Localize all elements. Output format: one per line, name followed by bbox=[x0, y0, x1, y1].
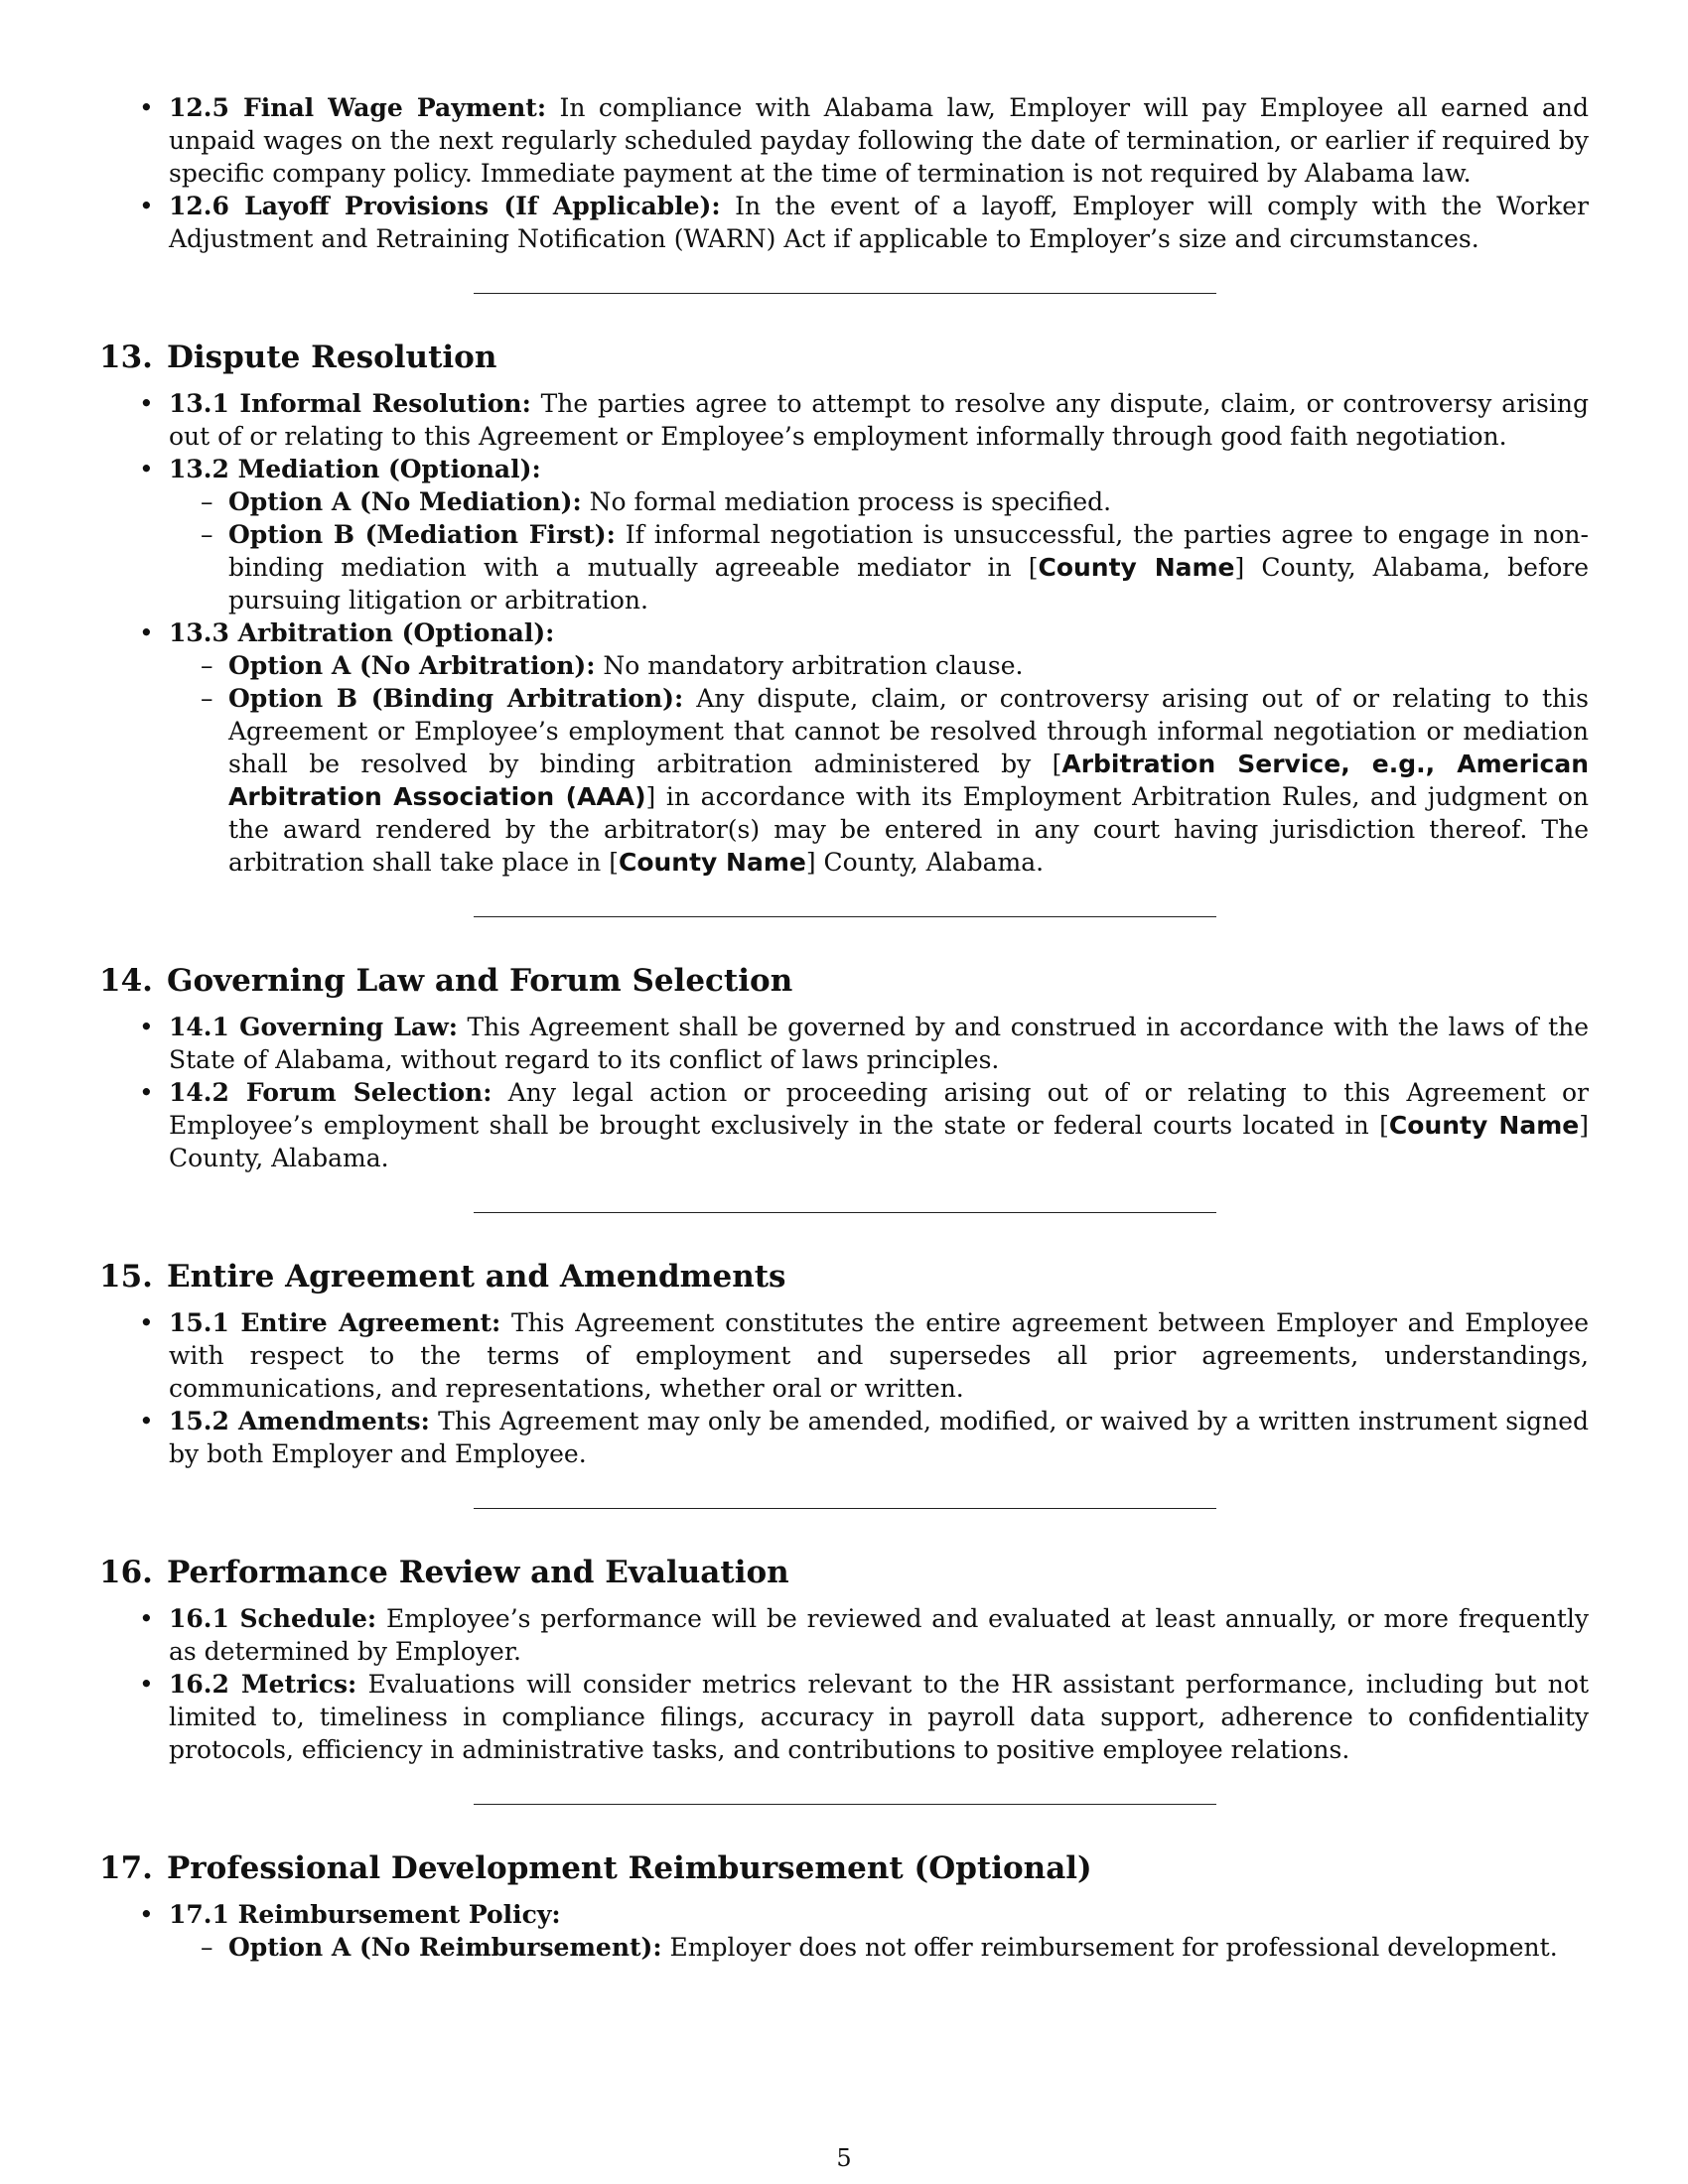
placeholder-county: County Name bbox=[618, 848, 806, 877]
section-number: 17. bbox=[99, 1850, 153, 1886]
item-lead: 12.5 Final Wage Payment: bbox=[169, 93, 547, 122]
section-number: 13. bbox=[99, 340, 153, 375]
section-title: Entire Agreement and Amendments bbox=[167, 1259, 786, 1295]
option-item bbox=[169, 1931, 1589, 1964]
section-title: Professional Development Reimbursement (Optional) bbox=[167, 1850, 1092, 1886]
placeholder-arbitration-service: Arbitration Service, e.g., American Arbitration Association (AAA) bbox=[228, 750, 1590, 811]
placeholder-county: County Name bbox=[1388, 1111, 1580, 1140]
item-text: This Agreement shall be governed by and construed in accordance with the laws of the State of Alabama, without regard to its conflict of laws principles. bbox=[169, 1013, 1590, 1074]
section-title: Performance Review and Evaluation bbox=[167, 1555, 789, 1590]
item-lead: 16.1 Schedule: bbox=[169, 1604, 377, 1633]
list-item bbox=[99, 1306, 1589, 1405]
placeholder-county: County Name bbox=[1038, 553, 1235, 582]
section-title: Governing Law and Forum Selection bbox=[167, 963, 793, 999]
section-divider bbox=[474, 293, 1216, 294]
section-15-list bbox=[99, 1306, 1589, 1470]
item-text: ] County, Alabama. bbox=[169, 1111, 1589, 1172]
item-lead: 12.6 Layoff Provisions (If Applicable): bbox=[169, 192, 721, 220]
list-item bbox=[99, 1898, 1589, 1964]
item-text: Employee’s performance will be reviewed and evaluated at least annually, or more frequently as determined by Employer. bbox=[169, 1604, 1589, 1666]
option-item bbox=[169, 649, 1589, 682]
section-heading-16 bbox=[99, 1553, 1589, 1592]
section-heading-13 bbox=[99, 338, 1589, 377]
list-item bbox=[99, 190, 1589, 255]
option-text: ] County, Alabama, before pursuing litigation or arbitration. bbox=[228, 553, 1589, 614]
option-item bbox=[169, 682, 1589, 879]
option-text: No mandatory arbitration clause. bbox=[595, 651, 1024, 680]
option-lead: Option A (No Mediation): bbox=[228, 487, 582, 516]
option-text: No formal mediation process is specified. bbox=[581, 487, 1112, 516]
section-12-list bbox=[99, 91, 1589, 255]
option-text: ] in accordance with its Employment Arbitration Rules, and judgment on the award rendered by the arbitrator(s) may be entered in any court having jurisdiction thereof. The arbitration shall take place in [ bbox=[228, 782, 1589, 877]
option-list bbox=[169, 1931, 1589, 1964]
section-heading-17 bbox=[99, 1848, 1589, 1888]
option-lead: Option A (No Reimbursement): bbox=[228, 1933, 662, 1962]
item-text: In the event of a layoff, Employer will comply with the Worker Adjustment and Retraining Notification (WARN) Act if applicable to Employer’s size and circumstances. bbox=[169, 192, 1589, 253]
section-heading-14 bbox=[99, 961, 1589, 1001]
list-item bbox=[99, 1668, 1589, 1766]
option-text: If informal negotiation is unsuccessful, the parties agree to engage in non-binding mediation with a mutually agreeable mediator in [ bbox=[228, 520, 1589, 582]
option-lead: Option A (No Arbitration): bbox=[228, 651, 596, 680]
section-heading-15 bbox=[99, 1257, 1589, 1297]
option-item bbox=[169, 485, 1589, 518]
item-lead: 13.2 Mediation (Optional): bbox=[169, 455, 541, 483]
option-text: ] County, Alabama. bbox=[805, 848, 1045, 877]
section-divider bbox=[474, 1508, 1216, 1509]
list-item bbox=[99, 1405, 1589, 1470]
option-text: Employer does not offer reimbursement for professional development. bbox=[661, 1933, 1558, 1962]
option-lead: Option B (Binding Arbitration): bbox=[228, 684, 684, 713]
item-text: The parties agree to attempt to resolve any dispute, claim, or controversy arising out of or relating to this Agreement or Employee’s employment informally through good faith negotiation. bbox=[169, 389, 1589, 451]
item-lead: 14.1 Governing Law: bbox=[169, 1013, 458, 1041]
list-item bbox=[99, 1602, 1589, 1668]
list-item bbox=[99, 616, 1589, 879]
section-number: 15. bbox=[99, 1259, 153, 1295]
section-13-list bbox=[99, 387, 1589, 879]
list-item bbox=[99, 387, 1589, 453]
section-14-list bbox=[99, 1011, 1589, 1174]
item-lead: 14.2 Forum Selection: bbox=[169, 1078, 492, 1107]
option-text: Any dispute, claim, or controversy arising out of or relating to this Agreement or Employee’s employment that cannot be resolved through informal negotiation or mediation shall be resolved by binding arbitration administered by [ bbox=[228, 684, 1589, 778]
option-lead: Option B (Mediation First): bbox=[228, 520, 616, 549]
item-text: This Agreement may only be amended, modified, or waived by a written instrument signed by both Employer and Employee. bbox=[169, 1407, 1590, 1468]
item-lead: 16.2 Metrics: bbox=[169, 1670, 357, 1699]
section-divider bbox=[474, 916, 1216, 917]
item-lead: 17.1 Reimbursement Policy: bbox=[169, 1900, 561, 1929]
section-number: 14. bbox=[99, 963, 153, 999]
section-17-list bbox=[99, 1898, 1589, 1964]
page-number: 5 bbox=[836, 2144, 852, 2172]
option-list bbox=[169, 485, 1589, 616]
list-item bbox=[99, 1076, 1589, 1174]
section-divider bbox=[474, 1804, 1216, 1805]
option-item bbox=[169, 518, 1589, 616]
option-list bbox=[169, 649, 1589, 879]
list-item bbox=[99, 91, 1589, 190]
section-number: 16. bbox=[99, 1555, 153, 1590]
section-title: Dispute Resolution bbox=[167, 340, 497, 375]
item-lead: 15.2 Amendments: bbox=[169, 1407, 430, 1435]
section-divider bbox=[474, 1212, 1216, 1213]
item-text: Evaluations will consider metrics relevant to the HR assistant performance, including but not limited to, timeliness in compliance filings, accuracy in payroll data support, adherence to confidentiality protocols, efficiency in administrative tasks, and contributions to positive employee relations. bbox=[169, 1670, 1589, 1764]
item-lead: 13.1 Informal Resolution: bbox=[169, 389, 531, 418]
document-page bbox=[99, 91, 1589, 1964]
list-item bbox=[99, 453, 1589, 616]
item-text: In compliance with Alabama law, Employer will pay Employee all earned and unpaid wages on the next regularly scheduled payday following the date of termination, or earlier if required by specific company policy. Immediate payment at the time of termination is not required by Alabama law. bbox=[169, 93, 1589, 188]
item-lead: 13.3 Arbitration (Optional): bbox=[169, 618, 555, 647]
item-text: This Agreement constitutes the entire agreement between Employer and Employee with respect to the terms of employment and supersedes all prior agreements, understandings, communications, and representations, whether oral or written. bbox=[169, 1308, 1589, 1403]
item-lead: 15.1 Entire Agreement: bbox=[169, 1308, 501, 1337]
section-16-list bbox=[99, 1602, 1589, 1766]
list-item bbox=[99, 1011, 1589, 1076]
item-text: Any legal action or proceeding arising out of or relating to this Agreement or Employee’s employment shall be brought exclusively in the state or federal courts located in [ bbox=[169, 1078, 1589, 1140]
